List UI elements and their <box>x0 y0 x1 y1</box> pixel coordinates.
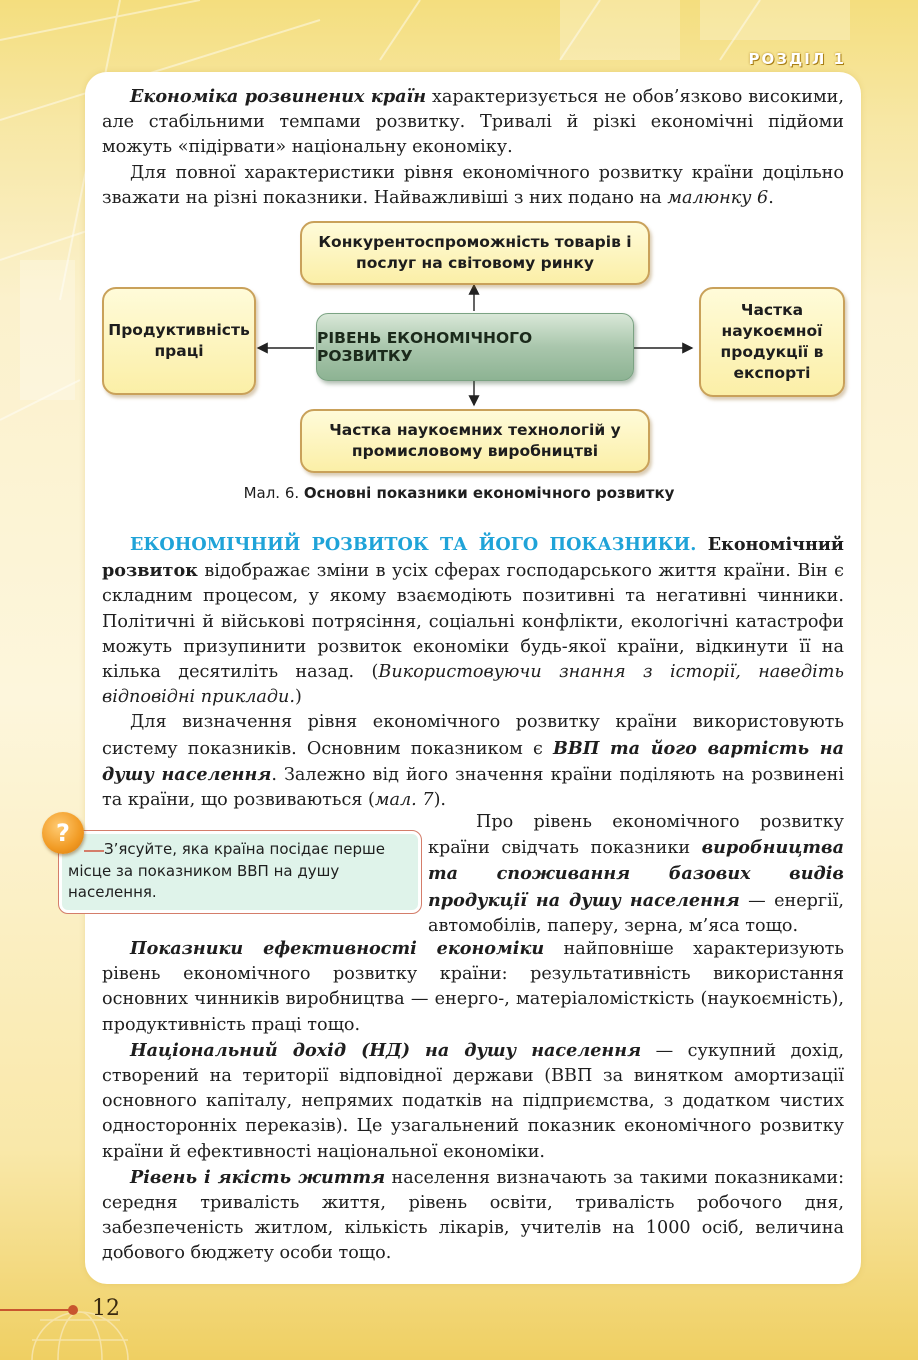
paragraph-text: відображає зміни в усіх сферах господарського життя країни. Він є складним процесом, у якому взаємодіють позитивні та негативні чинники. Політичні й військові потрясіння, соціальні конфлікти, екологічні катастрофи можуть призупинити розвиток економіки будь-якої країни, відкинути її на кілька десятиліть назад. ( <box>102 561 844 683</box>
paragraph-indicators <box>102 161 844 211</box>
box-labor-productivity: Продуктивність праці <box>102 287 256 395</box>
section-economic-development <box>102 532 844 813</box>
paragraph-efficiency <box>102 936 844 1038</box>
box-economic-level: РІВЕНЬ ЕКОНОМІЧНОГО РОЗВИТКУ <box>316 313 634 381</box>
term-production-consumption: виробництва та споживання базових видів продукції на душу населення <box>428 837 844 911</box>
paragraph-text: характеризується не обов’язково високими, але стабільними темпами розвитку. Тривалі й різкі економічні підйоми можуть «підірвати» національну економіку. <box>102 87 844 158</box>
term-economic-development: Економічний розвиток <box>102 534 844 582</box>
paragraph-text: Про рівень економічного розвитку країни свідчать показники <box>428 812 844 859</box>
paragraph-national-income <box>102 1038 844 1165</box>
lower-text <box>102 936 844 1267</box>
section-heading: ЕКОНОМІЧНИЙ РОЗВИТОК ТА ЙОГО ПОКАЗНИКИ. <box>130 534 697 555</box>
caption-prefix: Мал. 6. <box>243 484 304 502</box>
page-number-dot <box>68 1305 78 1315</box>
figure-caption <box>0 484 918 502</box>
paragraph-developed-economy <box>102 84 844 161</box>
caption-title: Основні показники економічного розвитку <box>303 484 675 502</box>
paragraph-text: населення визначають за такими показниками: середня тривалість життя, рівень освіти, тривалість робочого дня, забезпеченість житлом, кількість лікарів, учителів на 1000 осіб, величина добового бюджету особи тощо. <box>102 1167 844 1264</box>
diagram-economic-indicators <box>96 215 856 477</box>
page-number-line <box>0 1309 72 1311</box>
paragraph-text: Для повної характеристики рівня економічного розвитку країни доцільно зважати на різні показники. Найважливіші з них подано на <box>102 162 844 208</box>
term-gdp: ВВП та його вартість на душу населення <box>102 737 844 785</box>
intro-text <box>102 84 844 211</box>
page-number: 12 <box>92 1296 120 1321</box>
term-developed-economy: Економіка розвинених країн <box>130 86 427 107</box>
figure-reference: малюнку 6 <box>667 187 769 208</box>
paragraph-text: Для визначення рівня економічного розвитку країни використовують систему показників. Основним показником є <box>102 712 844 759</box>
task-prompt: Використовуючи знання з історії, наведіть відповідні приклади. <box>102 662 844 708</box>
paragraph-text: ). <box>433 790 447 811</box>
paragraph-quality-of-life <box>102 1165 844 1267</box>
paragraph-body <box>428 810 844 939</box>
question-icon: ? <box>42 812 84 854</box>
paragraph-section-intro <box>102 532 844 710</box>
paragraph-text: . <box>768 187 774 208</box>
paragraph-text: найповніше характеризують рівень економічного розвитку країни: результативність використання основних чинників виробництва — енерго-, матеріаломісткість (наукоємність), продуктивність праці тощо. <box>102 939 844 1035</box>
figure-reference: мал. 7 <box>374 790 434 811</box>
term-quality-of-life: Рівень і якість життя <box>130 1166 386 1188</box>
box-competitiveness: Конкурентоспроможність товарів і послуг на світовому ринку <box>300 221 650 285</box>
section-tag: РОЗДІЛ 1 <box>748 50 846 68</box>
paragraph-text: . Залежно від його значення країни поділяють на розвинені та країни, що розвиваються ( <box>102 764 844 811</box>
paragraph-production-consumption <box>428 810 844 939</box>
paragraph-text: ) <box>294 687 302 708</box>
paragraph-text: — енергії, автомобілів, паперу, зерна, м’яса тощо. <box>428 890 844 936</box>
paragraph-text: — сукупний дохід, створений на території відповідної держави (ВВП за винятком амортизації основного капіталу, непрямих податків на підприємства, з додатком чистих односторонніх переказів). Це узагальнений показник економічного розвитку країни й ефективності національної економіки. <box>102 1040 844 1162</box>
paragraph-gdp <box>102 710 844 813</box>
term-national-income: Національний дохід (НД) на душу населення <box>130 1039 642 1061</box>
box-hightech-industry: Частка наукоємних технологій у промисловому виробництві <box>300 409 650 473</box>
term-efficiency: Показники ефективності економіки <box>130 938 545 959</box>
question-text: З’ясуйте, яка країна посідає перше місце за показником ВВП на душу населення. <box>68 840 386 901</box>
box-hightech-export: Частка наукоємної продукції в експорті <box>699 287 845 397</box>
